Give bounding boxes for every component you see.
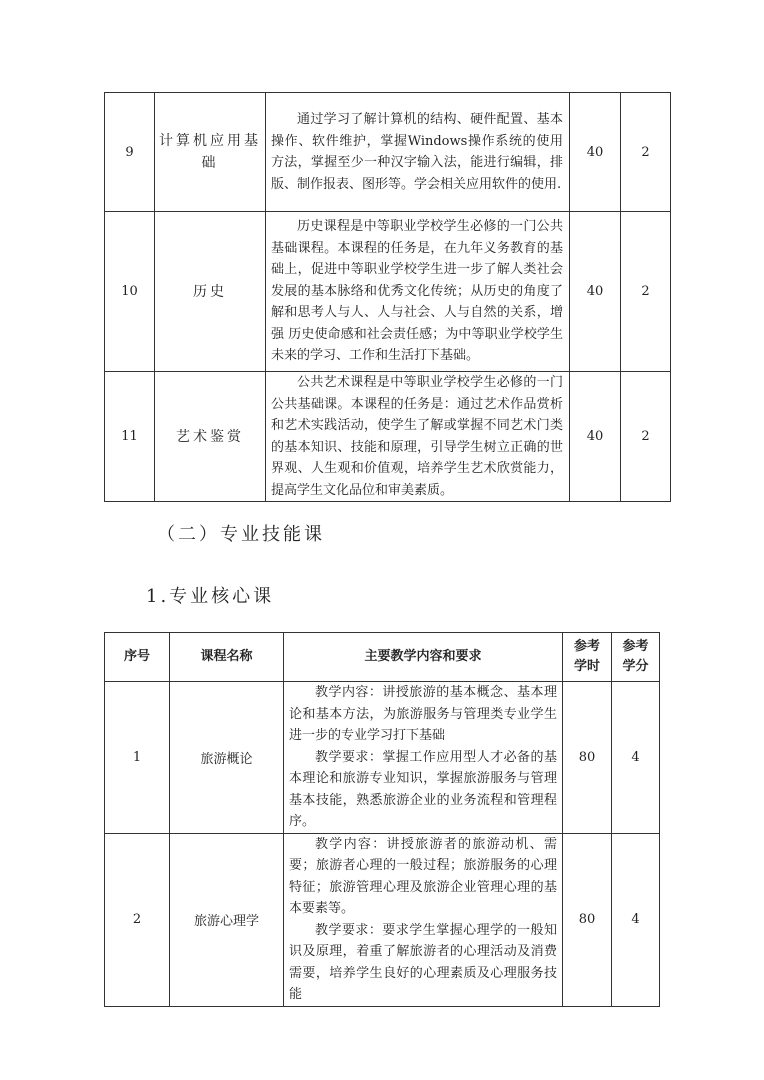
course-number: 2 — [105, 833, 170, 1006]
course-number: 11 — [105, 372, 155, 502]
table-row — [105, 93, 671, 212]
course-name: 旅游心理学 — [170, 833, 284, 1006]
course-credits: 4 — [612, 833, 660, 1006]
course-hours: 80 — [563, 682, 612, 834]
course-credits: 4 — [612, 682, 660, 834]
course-description — [266, 372, 570, 502]
course-hours: 40 — [570, 372, 621, 502]
header-hours — [563, 633, 612, 682]
course-hours: 40 — [570, 93, 621, 212]
course-credits: 2 — [621, 212, 671, 372]
description-paragraph: 教学要求：要求学生掌握心理学的一般知识及原理，着重了解旅游者的心理活动及消费需要，培养学生良好的心理素质及心理服务技能 — [289, 922, 557, 1002]
table-row — [105, 372, 671, 502]
table-row — [105, 212, 671, 372]
core-course-table — [104, 632, 660, 1007]
course-credits: 2 — [621, 372, 671, 502]
course-number: 9 — [105, 93, 155, 212]
description-paragraph: 教学内容：讲授旅游的基本概念、基本理论和基本方法，为旅游服务与管理类专业学生进一步的专业学习打下基础 — [289, 685, 557, 743]
header-credits-text: 参考学分 — [622, 639, 649, 674]
course-description — [266, 93, 570, 212]
description-paragraph: 通过学习了解计算机的结构、硬件配置、基本操作、软件维护，掌握Windows操作系统的使用方法，掌握至少一种汉字输入法，能进行编辑，排版、制作报表、图形等。学会相关应用软件的使用. — [271, 112, 563, 192]
general-course-table — [104, 92, 671, 502]
course-name: 旅游概论 — [170, 682, 284, 834]
subsection-heading: 1.专业核心课 — [146, 586, 275, 607]
table-header-row — [105, 633, 660, 682]
description-paragraph: 教学内容：讲授旅游者的旅游动机、需要；旅游者心理的一般过程；旅游服务的心理特征；旅游管理心理及旅游企业管理心理的基本要素等。 — [289, 836, 557, 916]
course-name: 计算机应用基础 — [155, 93, 266, 212]
header-hours-text: 参考学时 — [573, 639, 600, 674]
header-number: 序号 — [105, 633, 170, 682]
course-description — [266, 212, 570, 372]
course-hours: 80 — [563, 833, 612, 1006]
course-name: 历史 — [155, 212, 266, 372]
course-credits: 2 — [621, 93, 671, 212]
course-name: 艺术鉴赏 — [155, 372, 266, 502]
course-description — [284, 682, 563, 834]
header-description: 主要教学内容和要求 — [284, 633, 563, 682]
table-row — [105, 682, 660, 834]
section-heading: （二）专业技能课 — [157, 524, 325, 545]
table-row — [105, 833, 660, 1006]
description-paragraph: 历史课程是中等职业学校学生必修的一门公共基础课程。本课程的任务是，在九年义务教育的基础上，促进中等职业学校学生进一步了解人类社会发展的基本脉络和优秀文化传统；从历史的角度了解和思考人与人、人与社会、人与自然的关系，增强 历史使命感和社会责任感；为中等职业学校学生未来的学习、工作和生活打下基础。 — [271, 219, 563, 364]
header-course-name: 课程名称 — [170, 633, 284, 682]
description-paragraph: 教学要求：掌握工作应用型人才必备的基本理论和旅游专业知识，掌握旅游服务与管理基本技能，熟悉旅游企业的业务流程和管理程序。 — [289, 749, 557, 829]
course-description — [284, 833, 563, 1006]
course-number: 10 — [105, 212, 155, 372]
description-paragraph: 公共艺术课程是中等职业学校学生必修的一门公共基础课。本课程的任务是：通过艺术作品赏析和艺术实践活动，使学生了解或掌握不同艺术门类的基本知识、技能和原理，引导学生树立正确的世界观、人生观和价值观，培养学生艺术欣赏能力，提高学生文化品位和审美素质。 — [271, 375, 563, 498]
header-credits — [612, 633, 660, 682]
course-number: 1 — [105, 682, 170, 834]
course-hours: 40 — [570, 212, 621, 372]
